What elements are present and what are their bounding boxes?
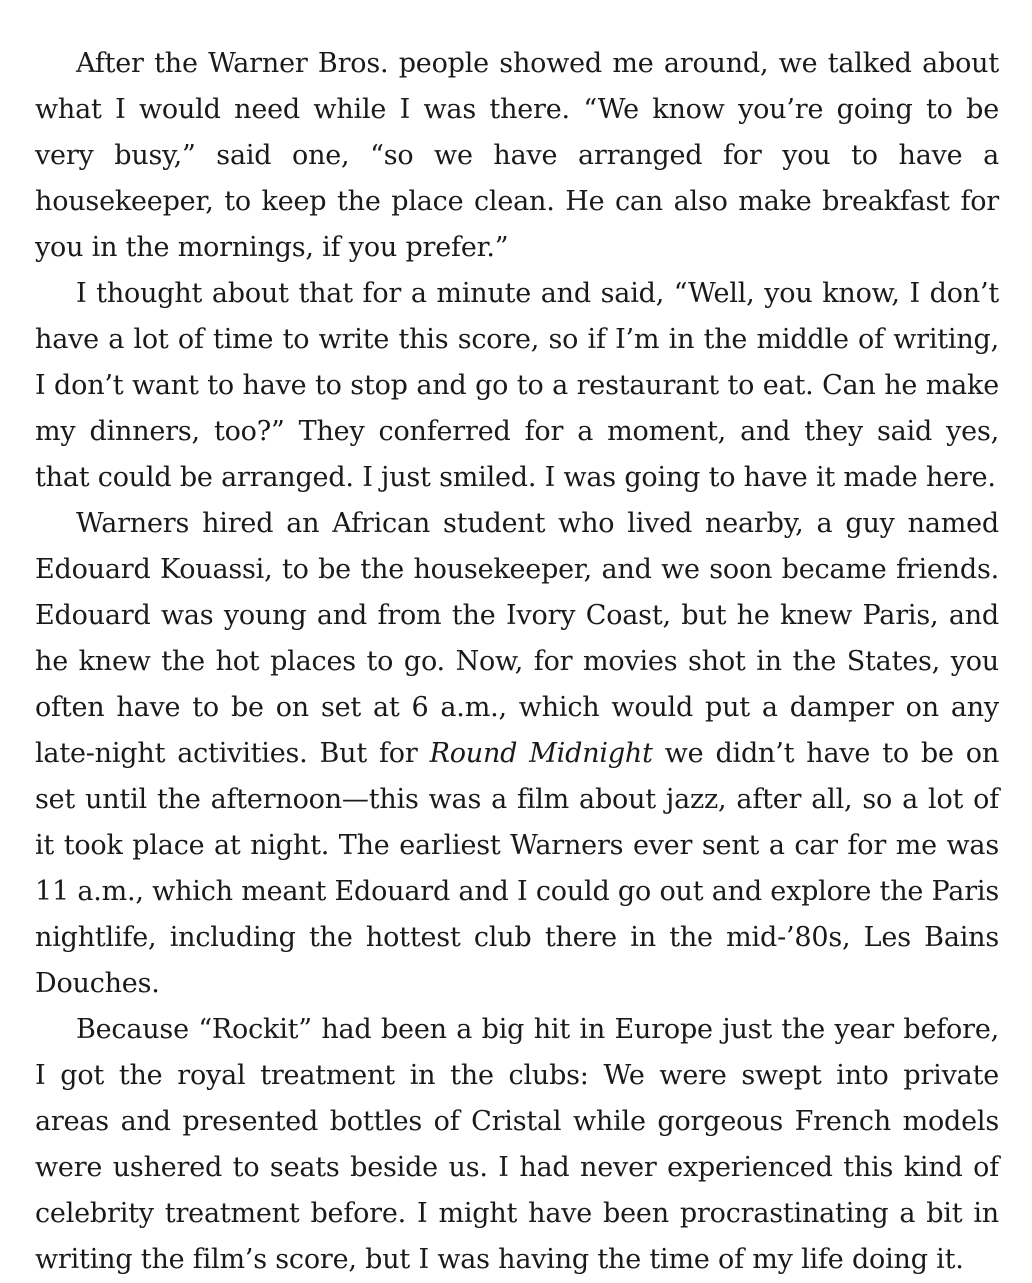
page-body <box>35 41 999 1283</box>
paragraph-4-text: Because “Rockit” had been a big hit in Europe just the year before, I got the royal treatment in the clubs: We were swept into private areas and presented bottles of Cristal while gorgeous French models were ushered to seats beside us. I had never experienced this kind of celebrity treatment before. I might have been procrastinating a bit in writing the film’s score, but I was having the time of my life doing it. <box>35 1014 999 1275</box>
paragraph-2 <box>35 271 999 501</box>
paragraph-1 <box>35 41 999 271</box>
paragraph-3 <box>35 501 999 1007</box>
paragraph-3-text-start: Warners hired an African student who lived nearby, a guy named Edouard Kouassi, to be the housekeeper, and we soon became friends. Edouard was young and from the Ivory Coast, but he knew Paris, and he knew the hot places to go. Now, for movies shot in the States, you often have to be on set at 6 a.m., which would put a damper on any late-night activities. But for <box>35 508 999 769</box>
paragraph-3-text-end: we didn’t have to be on set until the afternoon—this was a film about jazz, after all, so a lot of it took place at night. The earliest Warners ever sent a car for me was 11 a.m., which meant Edouard and I could go out and explore the Paris nightlife, including the hottest club there in the mid-’80s, Les Bains Douches. <box>35 738 1000 999</box>
paragraph-1-text: After the Warner Bros. people showed me around, we talked about what I would need while I was there. “We know you’re going to be very busy,” said one, “so we have arranged for you to have a housekeeper, to keep the place clean. He can also make breakfast for you in the mornings, if you prefer.” <box>35 48 999 263</box>
film-title: Round Midnight <box>429 738 653 769</box>
paragraph-4 <box>35 1007 999 1283</box>
paragraph-2-text: I thought about that for a minute and said, “Well, you know, I don’t have a lot of time to write this score, so if I’m in the middle of writing, I don’t want to have to stop and go to a restaurant to eat. Can he make my dinners, too?” They conferred for a moment, and they said yes, that could be arranged. I just smiled. I was going to have it made here. <box>35 278 999 493</box>
